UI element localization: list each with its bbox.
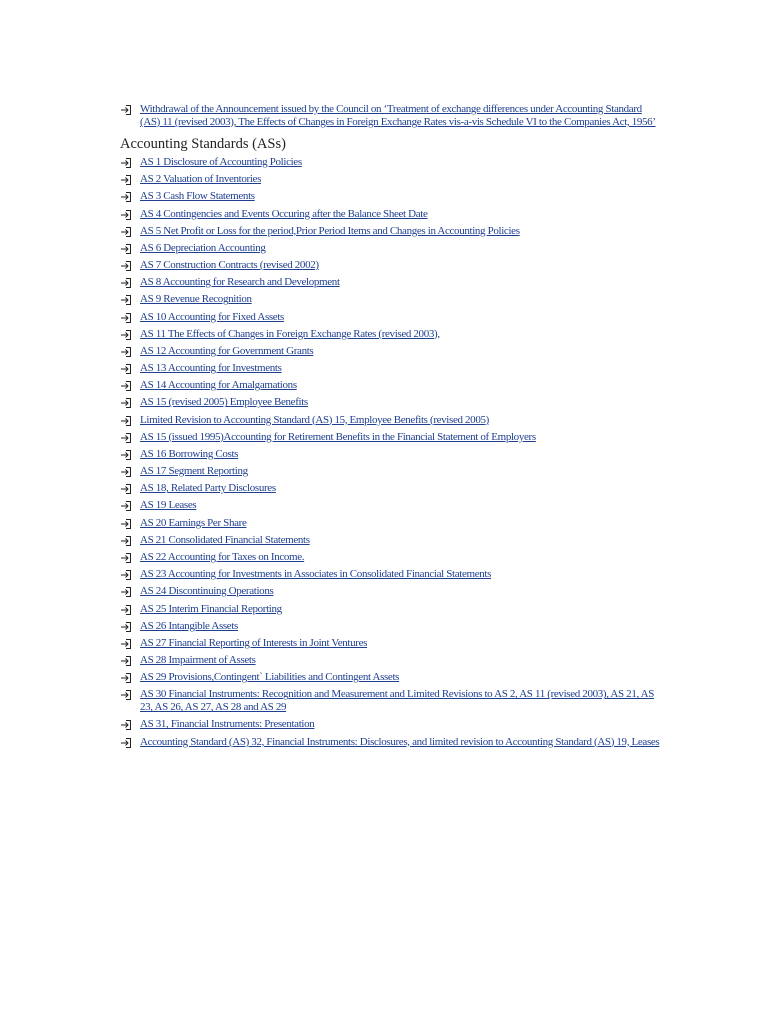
list-item	[120, 654, 660, 671]
list-item	[120, 259, 660, 276]
standard-link[interactable]: AS 16 Borrowing Costs	[140, 447, 239, 460]
list-item	[120, 620, 660, 637]
standard-link[interactable]: AS 21 Consolidated Financial Statements	[140, 533, 310, 546]
standard-link[interactable]: AS 18, Related Party Disclosures	[140, 482, 276, 495]
link-arrow-icon	[120, 552, 132, 564]
standard-link[interactable]: AS 5 Net Profit or Loss for the period,Prior Period Items and Changes in Accounting Policies	[140, 224, 520, 237]
standard-link[interactable]: AS 10 Accounting for Fixed Assets	[140, 310, 284, 323]
link-arrow-icon	[120, 719, 132, 731]
standard-link[interactable]: AS 23 Accounting for Investments in Associates in Consolidated Financial Statements	[140, 568, 492, 581]
list-item	[120, 173, 660, 190]
list-item-announcement	[120, 103, 660, 129]
standard-link[interactable]: AS 15 (issued 1995)Accounting for Retirement Benefits in the Financial Statement of Employers	[140, 430, 536, 443]
list-item	[120, 499, 660, 516]
link-arrow-icon	[120, 518, 132, 530]
list-item	[120, 671, 660, 688]
list-item	[120, 156, 660, 173]
standard-link[interactable]: AS 13 Accounting for Investments	[140, 362, 282, 375]
standard-link[interactable]: AS 9 Revenue Recognition	[140, 293, 252, 306]
standard-link[interactable]: AS 12 Accounting for Government Grants	[140, 344, 314, 357]
link-arrow-icon	[120, 174, 132, 186]
link-arrow-icon	[120, 569, 132, 581]
list-item	[120, 534, 660, 551]
standard-link[interactable]: AS 4 Contingencies and Events Occuring after the Balance Sheet Date	[140, 207, 428, 220]
link-arrow-icon	[120, 243, 132, 255]
link-arrow-icon	[120, 260, 132, 272]
link-arrow-icon	[120, 104, 132, 116]
link-arrow-icon	[120, 535, 132, 547]
link-arrow-icon	[120, 432, 132, 444]
list-item	[120, 585, 660, 602]
link-arrow-icon	[120, 294, 132, 306]
standard-link[interactable]: AS 19 Leases	[140, 499, 197, 512]
list-item	[120, 431, 660, 444]
link-arrow-icon	[120, 277, 132, 289]
list-item	[120, 208, 660, 225]
link-arrow-icon	[120, 737, 132, 749]
standards-list	[120, 156, 660, 749]
link-arrow-icon	[120, 226, 132, 238]
link-arrow-icon	[120, 466, 132, 478]
list-item	[120, 603, 660, 620]
link-arrow-icon	[120, 157, 132, 169]
list-item	[120, 517, 660, 534]
standard-link[interactable]: AS 7 Construction Contracts (revised 2002)	[140, 258, 319, 271]
standard-link[interactable]: AS 15 (revised 2005) Employee Benefits	[140, 396, 308, 409]
list-item	[120, 379, 660, 396]
list-item	[120, 396, 660, 413]
standard-link[interactable]: AS 3 Cash Flow Statements	[140, 190, 255, 203]
link-arrow-icon	[120, 397, 132, 409]
standard-link[interactable]: AS 6 Depreciation Accounting	[140, 241, 266, 254]
standard-link[interactable]: AS 28 Impairment of Assets	[140, 654, 256, 667]
link-arrow-icon	[120, 380, 132, 392]
list-item	[120, 551, 660, 568]
standard-link[interactable]: AS 22 Accounting for Taxes on Income.	[140, 550, 305, 563]
link-arrow-icon	[120, 449, 132, 461]
standard-link[interactable]: AS 8 Accounting for Research and Development	[140, 276, 340, 289]
list-item	[120, 345, 660, 362]
standard-link[interactable]: AS 25 Interim Financial Reporting	[140, 602, 282, 615]
list-item	[120, 482, 660, 499]
list-item	[120, 242, 660, 259]
link-arrow-icon	[120, 586, 132, 598]
document-content	[120, 103, 660, 753]
list-item	[120, 276, 660, 293]
list-item	[120, 637, 660, 654]
list-item	[120, 736, 660, 749]
list-item	[120, 293, 660, 310]
link-arrow-icon	[120, 363, 132, 375]
link-arrow-icon	[120, 500, 132, 512]
list-item	[120, 311, 660, 328]
list-item	[120, 190, 660, 207]
link-arrow-icon	[120, 329, 132, 341]
list-item	[120, 448, 660, 465]
link-arrow-icon	[120, 604, 132, 616]
standard-link[interactable]: AS 1 Disclosure of Accounting Policies	[140, 156, 302, 168]
list-item	[120, 688, 660, 714]
link-arrow-icon	[120, 209, 132, 221]
list-item	[120, 328, 660, 345]
link-arrow-icon	[120, 621, 132, 633]
standard-link[interactable]: AS 30 Financial Instruments: Recognition and Measurement and Limited Revisions to AS 2, AS 11 (revised 2003), AS 21, AS 23, AS 26, AS 27, AS 28 and AS 29	[140, 688, 655, 714]
list-item	[120, 718, 660, 735]
section-heading: Accounting Standards (ASs)	[120, 136, 286, 152]
link-arrow-icon	[120, 655, 132, 667]
link-arrow-icon	[120, 346, 132, 358]
list-item	[120, 225, 660, 238]
announcement-link[interactable]: Withdrawal of the Announcement issued by the Council on ‘Treatment of exchange differences under Accounting Standard (AS) 11 (revised 2003), The Effects of Changes in Foreign Exchange Rates vis-a-vis Schedule VI to the Companies Act, 1956’	[140, 103, 656, 128]
standard-link[interactable]: Accounting Standard (AS) 32, Financial Instruments: Disclosures, and limited revision to Accounting Standard (AS) 19, Leases	[140, 735, 660, 748]
standard-link[interactable]: AS 11 The Effects of Changes in Foreign Exchange Rates (revised 2003),	[140, 327, 440, 340]
standard-link[interactable]: AS 26 Intangible Assets	[140, 619, 238, 632]
link-arrow-icon	[120, 312, 132, 324]
list-item	[120, 414, 660, 431]
standard-link[interactable]: AS 14 Accounting for Amalgamations	[140, 379, 297, 392]
link-arrow-icon	[120, 191, 132, 203]
standard-link[interactable]: AS 24 Discontinuing Operations	[140, 585, 274, 598]
link-arrow-icon	[120, 689, 132, 701]
standard-link[interactable]: AS 17 Segment Reporting	[140, 465, 248, 477]
link-arrow-icon	[120, 638, 132, 650]
standard-link[interactable]: Limited Revision to Accounting Standard (AS) 15, Employee Benefits (revised 2005)	[140, 413, 489, 426]
list-item	[120, 362, 660, 379]
standard-link[interactable]: AS 27 Financial Reporting of Interests in Joint Ventures	[140, 636, 368, 649]
standard-link[interactable]: AS 20 Earnings Per Share	[140, 516, 247, 529]
link-arrow-icon	[120, 483, 132, 495]
link-arrow-icon	[120, 415, 132, 427]
standard-link[interactable]: AS 2 Valuation of Inventories	[140, 173, 262, 186]
link-arrow-icon	[120, 672, 132, 684]
standard-link[interactable]: AS 29 Provisions,Contingent` Liabilities and Contingent Assets	[140, 671, 400, 684]
list-item	[120, 568, 660, 585]
list-item	[120, 465, 660, 482]
standard-link[interactable]: AS 31, Financial Instruments: Presentation	[140, 718, 315, 731]
